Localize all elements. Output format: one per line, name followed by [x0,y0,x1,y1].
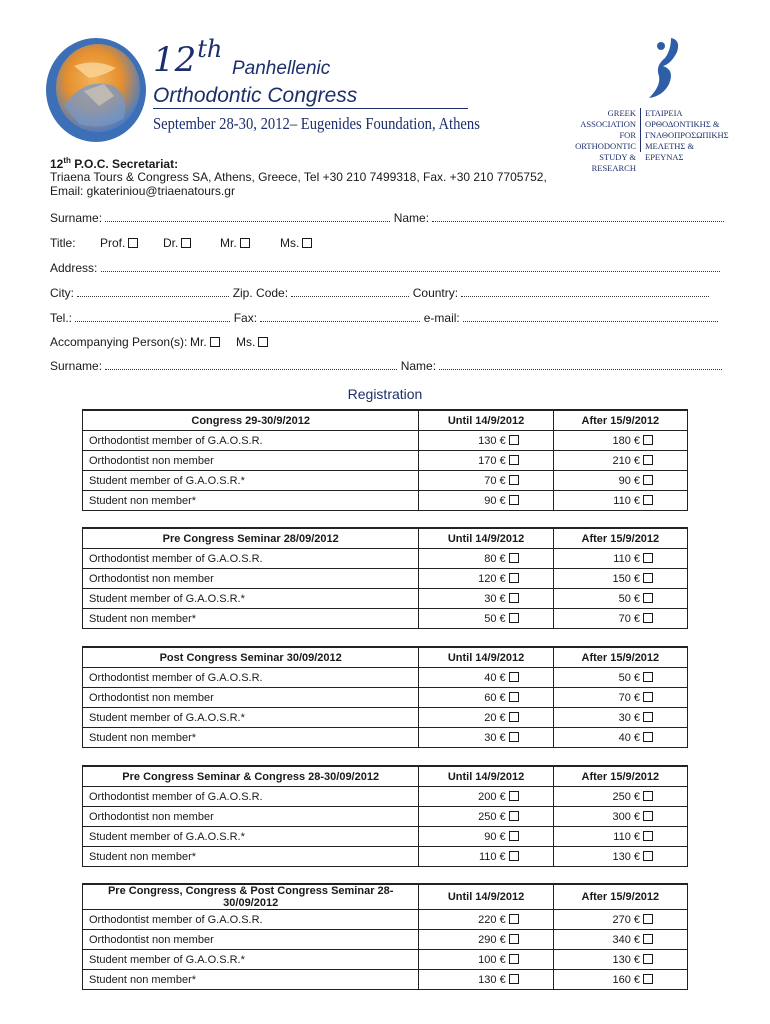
fee-after-cell [553,847,687,867]
table-row [83,787,688,807]
checkbox-icon[interactable] [509,712,519,722]
checkbox-icon[interactable] [643,954,653,964]
fee-after-amount: 210 € [612,454,640,467]
table-row [83,708,688,728]
title-prof-option[interactable]: Prof. [100,236,138,250]
country-label: Country: [412,286,459,300]
checkbox-icon[interactable] [509,851,519,861]
fee-after-amount: 70 € [618,612,640,625]
table-row [83,910,688,930]
accompanying-label: Accompanying Person(s): [50,335,188,349]
fee-until-amount: 290 € [478,933,506,946]
association-name-english [560,108,636,174]
column-after-header: After 15/9/2012 [553,884,687,910]
accompanying-surname-row [50,359,722,373]
checkbox-icon[interactable] [258,337,268,347]
column-until-header: Until 14/9/2012 [419,884,553,910]
price-table [82,765,688,867]
fee-until-cell [419,451,553,471]
fee-category: Student non member* [83,728,419,748]
column-until-header: Until 14/9/2012 [419,410,553,431]
column-until-header: Until 14/9/2012 [419,647,553,668]
checkbox-icon[interactable] [643,732,653,742]
column-after-header: After 15/9/2012 [553,647,687,668]
fee-after-cell [553,589,687,609]
association-gr-line: ΓΝΑΘΟΠΡΟΣΩΠΙΚΗΣ [645,130,729,140]
accompanying-surname-label: Surname: [50,359,103,373]
fee-until-amount: 250 € [478,810,506,823]
checkbox-icon[interactable] [509,593,519,603]
checkbox-icon[interactable] [509,573,519,583]
checkbox-icon[interactable] [181,238,191,248]
accompanying-surname-field[interactable] [105,359,397,370]
checkbox-icon[interactable] [509,791,519,801]
fee-after-amount: 300 € [612,810,640,823]
checkbox-icon[interactable] [302,238,312,248]
fee-until-cell [419,847,553,867]
checkbox-icon[interactable] [210,337,220,347]
fee-after-amount: 270 € [612,913,640,926]
column-until-header: Until 14/9/2012 [419,528,553,549]
table-row [83,970,688,990]
checkbox-icon[interactable] [509,435,519,445]
price-table [82,527,688,629]
price-table-title: Congress 29-30/9/2012 [83,410,419,431]
column-after-header: After 15/9/2012 [553,528,687,549]
fee-until-cell [419,431,553,451]
fee-category: Orthodontist non member [83,451,419,471]
fee-category: Student member of G.A.O.S.R.* [83,827,419,847]
fax-label: Fax: [233,311,258,325]
fee-until-amount: 130 € [478,434,506,447]
checkbox-icon[interactable] [128,238,138,248]
fee-after-amount: 340 € [612,933,640,946]
fee-after-cell [553,708,687,728]
fee-until-cell [419,950,553,970]
fee-after-cell [553,609,687,629]
association-gr-line: ΟΡΘΟΔΟΝΤΙΚΗΣ & [645,119,720,129]
fee-until-amount: 120 € [478,572,506,585]
title-dr-option[interactable]: Dr. [163,236,191,250]
fee-category: Orthodontist non member [83,807,419,827]
fee-after-cell [553,910,687,930]
fee-category: Orthodontist member of G.A.O.S.R. [83,910,419,930]
checkbox-icon[interactable] [509,974,519,984]
fee-until-cell [419,827,553,847]
title-label: Title: [50,236,76,250]
table-row [83,930,688,950]
address-field[interactable] [101,261,720,272]
accompanying-name-field[interactable] [439,359,722,370]
fee-after-amount: 90 € [618,474,640,487]
fee-after-amount: 70 € [618,691,640,704]
fee-until-cell [419,910,553,930]
checkbox-icon[interactable] [509,495,519,505]
fee-category: Orthodontist non member [83,688,419,708]
association-logo [641,36,685,100]
city-row [50,286,709,300]
accompanying-row [50,335,187,349]
checkbox-icon[interactable] [643,692,653,702]
fee-until-cell [419,668,553,688]
fee-after-cell [553,787,687,807]
checkbox-icon[interactable] [509,934,519,944]
fee-until-cell [419,708,553,728]
fee-until-cell [419,491,553,511]
address-label: Address: [50,261,98,275]
table-row [83,589,688,609]
checkbox-icon[interactable] [240,238,250,248]
checkbox-icon[interactable] [509,914,519,924]
association-divider [640,108,641,152]
accompanying-mr-option[interactable]: Mr. [190,335,220,349]
zip-field[interactable] [291,286,409,297]
fee-until-cell [419,609,553,629]
association-gr-line: ΜΕΛΕΤΗΣ & [645,141,695,151]
secretariat-contact: Triaena Tours & Congress SA, Athens, Greece, Tel +30 210 7499318, Fax. +30 210 7705752, [50,170,547,184]
checkbox-icon[interactable] [509,613,519,623]
price-table [82,409,688,511]
association-en-line: ASSOCIATION [580,119,636,129]
fee-category: Student non member* [83,970,419,990]
fee-after-amount: 180 € [612,434,640,447]
checkbox-icon[interactable] [643,791,653,801]
email-label: e-mail: [423,311,460,325]
price-table-header-row [83,766,688,787]
fee-after-cell [553,668,687,688]
title-mr-option[interactable]: Mr. [220,236,250,250]
fee-until-amount: 170 € [478,454,506,467]
congress-globe-logo [44,36,148,144]
fee-after-amount: 30 € [618,711,640,724]
table-row [83,491,688,511]
fee-after-cell [553,471,687,491]
fee-until-amount: 100 € [478,953,506,966]
fee-until-cell [419,471,553,491]
fee-until-cell [419,728,553,748]
fee-category: Orthodontist non member [83,569,419,589]
table-row [83,688,688,708]
checkbox-icon[interactable] [509,831,519,841]
fee-until-amount: 50 € [484,612,506,625]
table-row [83,847,688,867]
checkbox-icon[interactable] [643,455,653,465]
checkbox-icon[interactable] [509,553,519,563]
fee-category: Orthodontist member of G.A.O.S.R. [83,431,419,451]
association-gr-line: ΕΡΕΥΝΑΣ [645,152,684,162]
checkbox-icon[interactable] [643,553,653,563]
fee-after-cell [553,491,687,511]
table-row [83,609,688,629]
checkbox-icon[interactable] [509,732,519,742]
surname-label: Surname: [50,211,103,225]
price-table [82,883,688,990]
fee-after-amount: 110 € [613,552,640,565]
checkbox-icon[interactable] [643,672,653,682]
fee-until-cell [419,970,553,990]
price-table-header-row [83,884,688,910]
table-row [83,471,688,491]
fee-after-amount: 110 € [613,830,640,843]
fee-category: Student member of G.A.O.S.R.* [83,708,419,728]
fee-until-amount: 40 € [484,671,506,684]
fee-after-amount: 250 € [612,790,640,803]
association-en-line: GREEK [607,108,636,118]
fee-category: Student member of G.A.O.S.R.* [83,589,419,609]
checkbox-icon[interactable] [643,934,653,944]
checkbox-icon[interactable] [643,712,653,722]
fee-until-amount: 70 € [484,474,506,487]
name-field[interactable] [432,211,724,222]
price-table-title: Post Congress Seminar 30/09/2012 [83,647,419,668]
email-field[interactable] [463,311,718,322]
checkbox-icon[interactable] [643,851,653,861]
fee-after-amount: 50 € [618,671,640,684]
price-table-header-row [83,528,688,549]
tel-row [50,311,718,325]
price-table-title: Pre Congress, Congress & Post Congress Seminar 28-30/09/2012 [83,884,419,910]
fee-until-amount: 60 € [484,691,506,704]
fee-until-cell [419,688,553,708]
checkbox-icon[interactable] [643,914,653,924]
city-label: City: [50,286,74,300]
accompanying-ms-option[interactable]: Ms. [236,335,268,349]
fee-category: Student non member* [83,609,419,629]
checkbox-icon[interactable] [509,692,519,702]
table-row [83,569,688,589]
checkbox-icon[interactable] [509,811,519,821]
fee-after-amount: 110 € [613,494,640,507]
tel-field[interactable] [75,311,230,322]
table-row [83,728,688,748]
checkbox-icon[interactable] [643,475,653,485]
fee-category: Student non member* [83,847,419,867]
fee-until-amount: 130 € [478,973,506,986]
checkbox-icon[interactable] [643,974,653,984]
title-orthodontic-congress: Orthodontic Congress [153,84,358,107]
fee-category: Orthodontist member of G.A.O.S.R. [83,787,419,807]
table-row [83,431,688,451]
association-name-greek [645,108,729,163]
fee-after-amount: 130 € [612,953,640,966]
fee-category: Student non member* [83,491,419,511]
title-divider [153,108,468,109]
checkbox-icon[interactable] [643,435,653,445]
price-table-title: Pre Congress Seminar & Congress 28-30/09/2012 [83,766,419,787]
fee-until-cell [419,930,553,950]
fee-until-amount: 220 € [478,913,506,926]
country-field[interactable] [461,286,709,297]
title-ms-option[interactable]: Ms. [280,236,312,250]
fee-after-cell [553,930,687,950]
surname-field[interactable] [105,211,390,222]
column-after-header: After 15/9/2012 [553,766,687,787]
association-gr-line: ΕΤΑΙΡΕΙΑ [645,108,683,118]
table-row [83,827,688,847]
price-table-header-row [83,647,688,668]
association-en-line: RESEARCH [591,163,636,173]
fee-until-cell [419,549,553,569]
fee-category: Orthodontist member of G.A.O.S.R. [83,668,419,688]
fee-until-cell [419,807,553,827]
zip-label: Zip. Code: [232,286,289,300]
checkbox-icon[interactable] [643,495,653,505]
address-row [50,261,720,275]
fee-until-amount: 30 € [484,731,506,744]
checkbox-icon[interactable] [509,954,519,964]
association-en-line: STUDY & [599,152,636,162]
city-field[interactable] [77,286,229,297]
fee-after-cell [553,970,687,990]
price-table-header-row [83,410,688,431]
fee-after-amount: 160 € [612,973,640,986]
congress-date-venue: September 28-30, 2012– Eugenides Foundation, Athens [153,114,480,133]
edition-number: 12th [153,35,223,80]
fee-until-amount: 20 € [484,711,506,724]
title-panhellenic: Panhellenic [232,58,331,79]
fax-field[interactable] [260,311,420,322]
fee-after-amount: 130 € [612,850,640,863]
fee-after-cell [553,728,687,748]
fee-until-amount: 90 € [484,830,506,843]
secretariat-email: Email: gkateriniou@triaenatours.gr [50,184,235,198]
fee-until-amount: 90 € [484,494,506,507]
fee-after-cell [553,451,687,471]
title-row [50,236,76,250]
fee-until-amount: 110 € [478,850,506,863]
fee-category: Orthodontist member of G.A.O.S.R. [83,549,419,569]
column-after-header: After 15/9/2012 [553,410,687,431]
fee-until-amount: 30 € [484,592,506,605]
fee-until-cell [419,787,553,807]
fee-after-cell [553,688,687,708]
column-until-header: Until 14/9/2012 [419,766,553,787]
association-en-line: FOR ORTHODONTIC [575,130,636,151]
checkbox-icon[interactable] [643,593,653,603]
name-label: Name: [393,211,430,225]
checkbox-icon[interactable] [643,573,653,583]
fee-after-cell [553,549,687,569]
table-row [83,549,688,569]
surname-row [50,211,724,225]
tel-label: Tel.: [50,311,73,325]
fee-after-cell [553,807,687,827]
fee-until-amount: 80 € [484,552,506,565]
checkbox-icon[interactable] [509,455,519,465]
table-row [83,807,688,827]
fee-after-cell [553,569,687,589]
fee-category: Student member of G.A.O.S.R.* [83,950,419,970]
checkbox-icon[interactable] [643,811,653,821]
registration-heading: Registration [347,386,423,402]
price-table-title: Pre Congress Seminar 28/09/2012 [83,528,419,549]
fee-after-cell [553,950,687,970]
checkbox-icon[interactable] [643,613,653,623]
accompanying-name-label: Name: [400,359,437,373]
table-row [83,668,688,688]
fee-until-cell [419,589,553,609]
fee-after-cell [553,827,687,847]
checkbox-icon[interactable] [509,475,519,485]
table-row [83,451,688,471]
fee-category: Orthodontist non member [83,930,419,950]
secretariat-heading: 12th P.O.C. Secretariat: [50,156,179,171]
checkbox-icon[interactable] [509,672,519,682]
fee-after-cell [553,431,687,451]
fee-after-amount: 50 € [618,592,640,605]
fee-after-amount: 150 € [612,572,640,585]
checkbox-icon[interactable] [643,831,653,841]
price-table [82,646,688,748]
fee-until-amount: 200 € [478,790,506,803]
fee-after-amount: 40 € [618,731,640,744]
table-row [83,950,688,970]
fee-category: Student member of G.A.O.S.R.* [83,471,419,491]
fee-until-cell [419,569,553,589]
